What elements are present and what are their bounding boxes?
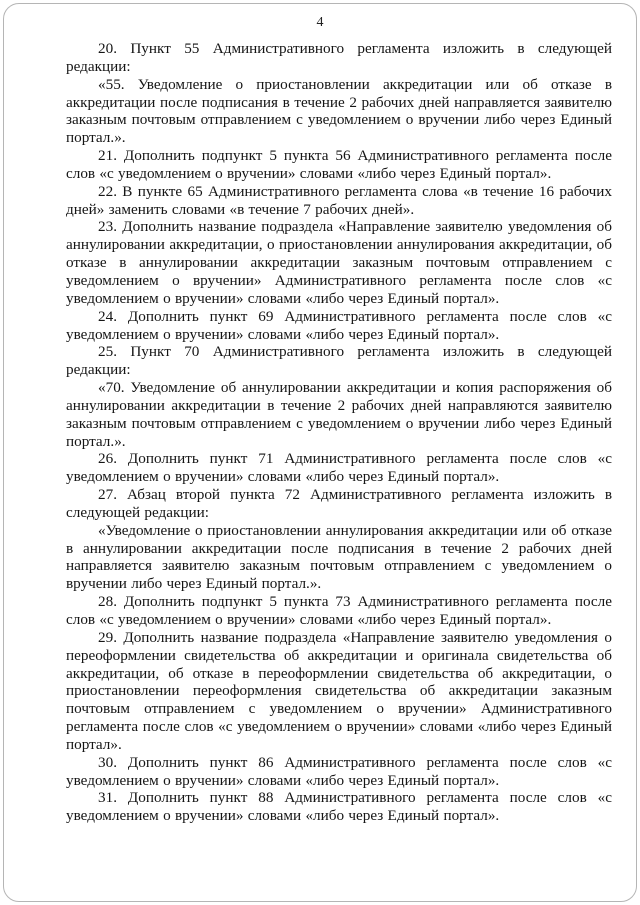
paragraph: 22. В пункте 65 Административного регламента слова «в течение 16 рабочих дней» заменить словами «в течение 7 рабочих дней». [66, 182, 612, 218]
paragraph: 31. Дополнить пункт 88 Административного регламента после слов «с уведомлением о вручении» словами «либо через Единый портал». [66, 789, 612, 825]
paragraph: «Уведомление о приостановлении аннулирования аккредитации или об отказе в аннулировании аккредитации после подписания в течение 2 рабочих дней направляется заявителю заказным почтовым отправлением с уведомлением о вручении либо через Единый портал.». [66, 521, 612, 593]
page-number: 4 [316, 15, 324, 30]
paragraph: «55. Уведомление о приостановлении аккредитации или об отказе в аккредитации после подписания в течение 2 рабочих дней направляется заявителю заказным почтовым отправлением с уведомлением о вручении либо через Единый портал.». [66, 75, 612, 147]
paragraph: 29. Дополнить название подраздела «Направление заявителю уведомления о переоформлении свидетельства об аккредитации и оригинала свидетельства об аккредитации, об отказе в переоформлении свидетельства об аккредитации, о приостановлении переоформления свидетельства об аккредитации заказным почтовым отправлением с уведомлением о вручении» Административного регламента после слов «с уведомлением о вручении» словами «либо через Единый портал». [66, 628, 612, 753]
paragraph: 28. Дополнить подпункт 5 пункта 73 Административного регламента после слов «с уведомлением о вручении» словами «либо через Единый портал». [66, 593, 612, 628]
paragraph: 26. Дополнить пункт 71 Административного регламента после слов «с уведомлением о вручении» словами «либо через Единый портал». [66, 450, 612, 486]
document-body [66, 40, 612, 825]
paragraph: 25. Пункт 70 Административного регламента изложить в следующей редакции: [66, 343, 612, 379]
paragraph: 23. Дополнить название подраздела «Направление заявителю уведомления об аннулировании аккредитации, о приостановлении аннулирования аккредитации, об отказе в аннулировании аккредитации заказным почтовым отправлением с уведомлением о вручении» Административного регламента после слов «с уведомлением о вручении» словами «либо через Единый портал». [66, 218, 612, 307]
paragraph: 20. Пункт 55 Административного регламента изложить в следующей редакции: [66, 40, 612, 75]
paragraph: 21. Дополнить подпункт 5 пункта 56 Административного регламента после слов «с уведомлением о вручении» словами «либо через Единый портал». [66, 147, 612, 182]
paragraph: 24. Дополнить пункт 69 Административного регламента после слов «с уведомлением о вручении» словами «либо через Единый портал». [66, 307, 612, 343]
paragraph: «70. Уведомление об аннулировании аккредитации и копия распоряжения об аннулировании аккредитации в течение 2 рабочих дней направляются заявителю заказным почтовым отправлением с уведомлением о вручении либо через Единый портал.». [66, 379, 612, 450]
paragraph: 27. Абзац второй пункта 72 Административного регламента изложить в следующей редакции: [66, 486, 612, 521]
paragraph: 30. Дополнить пункт 86 Административного регламента после слов «с уведомлением о вручении» словами «либо через Единый портал». [66, 753, 612, 789]
